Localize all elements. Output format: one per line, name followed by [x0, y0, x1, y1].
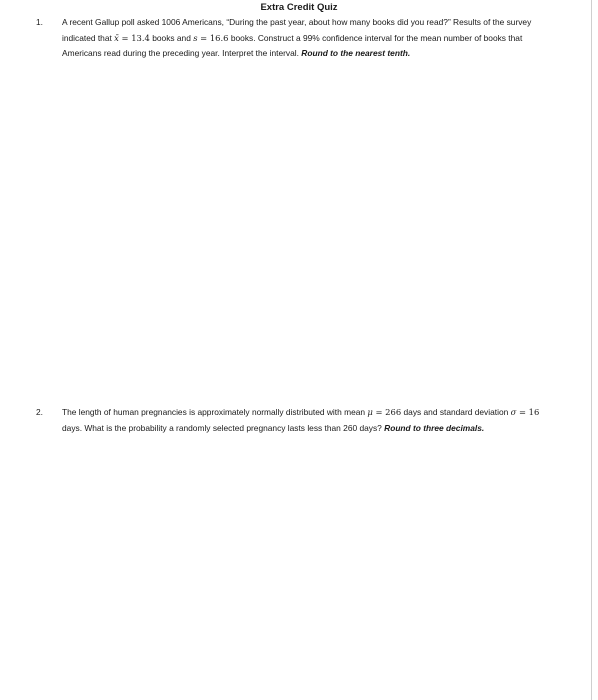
question-2: [36, 405, 561, 436]
question-1: [36, 15, 561, 62]
question-text-part: books and: [149, 32, 194, 43]
question-text-part: The length of human pregnancies is approximately normally distributed with mean: [62, 407, 368, 417]
question-number: 2.: [36, 407, 43, 417]
population-mean-value: = 266: [372, 407, 402, 417]
question-text: [62, 405, 561, 436]
sample-mean-value: = 13.4: [118, 32, 150, 43]
population-sd-symbol: σ: [510, 407, 517, 417]
rounding-instruction: Round to the nearest tenth.: [301, 48, 411, 59]
question-text-part: A recent Gallup poll asked 1006 Americans, “During the past year, about how many books did you read?” Results of the survey indicated that: [62, 17, 532, 43]
question-number: 1.: [36, 17, 43, 27]
sample-sd-value: = 16.6: [197, 32, 229, 43]
sample-sd-symbol: s: [193, 32, 198, 43]
page-edge-divider: [591, 0, 592, 700]
sample-mean-symbol: x̄: [114, 32, 119, 43]
page-title: Extra Credit Quiz: [260, 2, 338, 13]
population-sd-value: = 16: [516, 407, 540, 417]
rounding-instruction: Round to three decimals.: [384, 422, 485, 433]
question-text: [62, 15, 561, 62]
question-text-part: days and standard deviation: [401, 407, 511, 417]
question-text-part: books. Construct a 99% confidence interval for the mean number of books that Americans read during the preceding year. Interpret the interval.: [62, 32, 523, 59]
population-mean-symbol: μ: [367, 407, 373, 417]
question-text-part: days. What is the probability a randomly selected pregnancy lasts less than 260 days?: [62, 422, 385, 433]
